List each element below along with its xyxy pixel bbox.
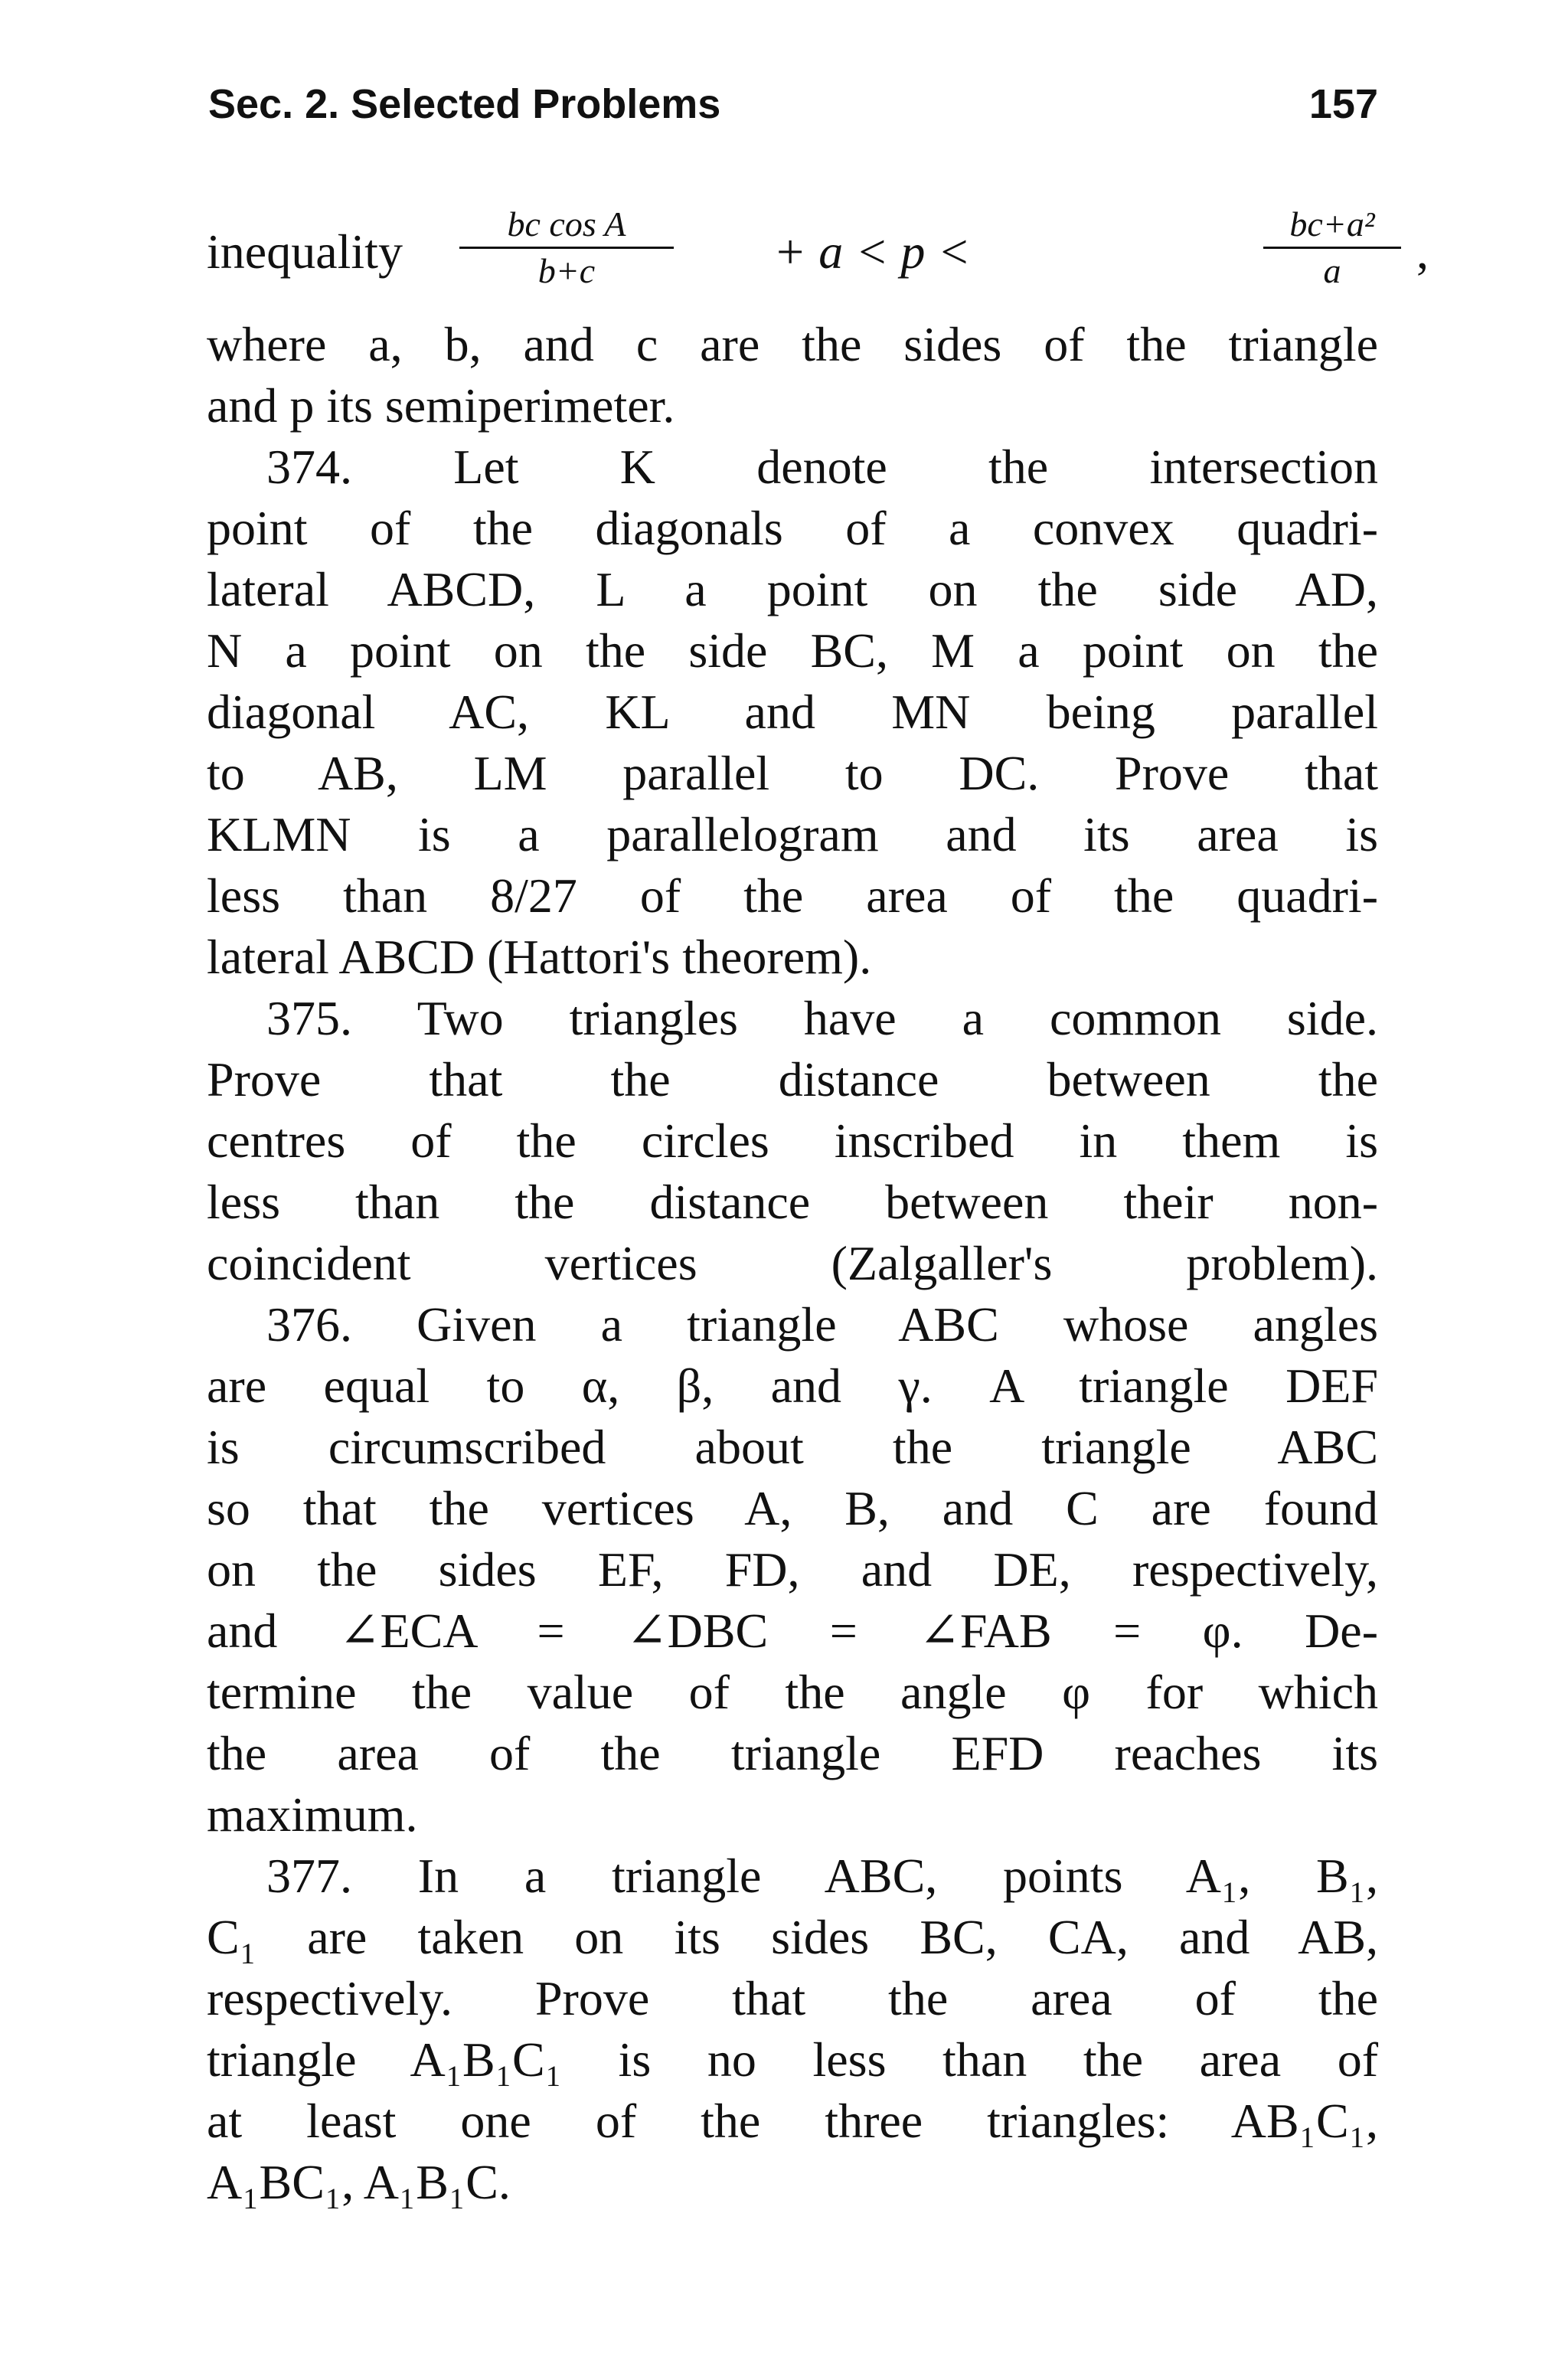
fraction-left-bar [459,247,674,249]
text-line: triangle A₁B₁C₁ is no less than the area of [207,2032,1378,2087]
running-header [208,74,1378,135]
text-line: respectively. Prove that the area of the [207,1971,1378,2025]
text-line: KLMN is a parallelogram and its area is [207,807,1378,861]
fraction-right-numerator: bc+a² [1289,204,1375,244]
formula-comma: , [1416,224,1429,279]
text-line: on the sides EF, FD, and DE, respectively, [207,1542,1378,1597]
section-title: Sec. 2. Selected Problems [208,81,721,127]
text-line: are equal to α, β, and γ. A triangle DEF [207,1358,1378,1413]
fraction-left [459,205,674,290]
text-line: and ∠ECA = ∠DBC = ∠FAB = φ. De- [207,1604,1378,1658]
formula-middle: + a < p < [773,224,971,279]
formula-lead-word: inequality [207,224,403,279]
text-line: N a point on the side BC, M a point on the [207,623,1378,678]
text-line: lateral ABCD (Hattori's theorem). [207,930,872,984]
text-line: termine the value of the angle φ for which [207,1665,1378,1719]
text-line: coincident vertices (Zalgaller's problem). [207,1236,1378,1290]
text-line: A₁BC₁, A₁B₁C. [207,2155,511,2209]
problem-374-start: 374. Let K denote the intersection [266,440,1378,494]
text-line: point of the diagonals of a convex quadri- [207,501,1378,555]
text-line: is circumscribed about the triangle ABC [207,1420,1378,1474]
text-line: less than the distance between their non- [207,1175,1378,1229]
fraction-left-denominator: b+c [537,251,596,290]
fraction-left-numerator: bc cos A [507,204,626,244]
text-line: so that the vertices A, B, and C are found [207,1481,1378,1535]
problem-376-start: 376. Given a triangle ABC whose angles [266,1297,1378,1352]
fraction-right-denominator: a [1323,251,1341,290]
text-line: diagonal AC, KL and MN being parallel [207,685,1378,739]
text-line: less than 8/27 of the area of the quadri- [207,868,1378,923]
fraction-right [1263,205,1401,290]
text-line: at least one of the three triangles: AB₁C₁, [207,2094,1378,2148]
text-line: centres of the circles inscribed in them is [207,1113,1378,1168]
problem-375-start: 375. Two triangles have a common side. [266,991,1378,1045]
text-line: Prove that the distance between the [207,1052,1378,1107]
fraction-right-bar [1263,247,1401,249]
text-line: to AB, LM parallel to DC. Prove that [207,746,1378,800]
text-line: C₁ are taken on its sides BC, CA, and AB, [207,1910,1378,1964]
text-line: and p its semiperimeter. [207,378,675,433]
problem-377-start: 377. In a triangle ABC, points A₁, B₁, [266,1849,1378,1903]
inequality-formula [207,184,1429,291]
text-line: where a, b, and c are the sides of the triangle [207,317,1378,371]
text-line: lateral ABCD, L a point on the side AD, [207,562,1378,616]
page-number: 157 [1308,81,1378,127]
text-line: the area of the triangle EFD reaches its [207,1726,1378,1780]
text-line: maximum. [207,1787,418,1842]
